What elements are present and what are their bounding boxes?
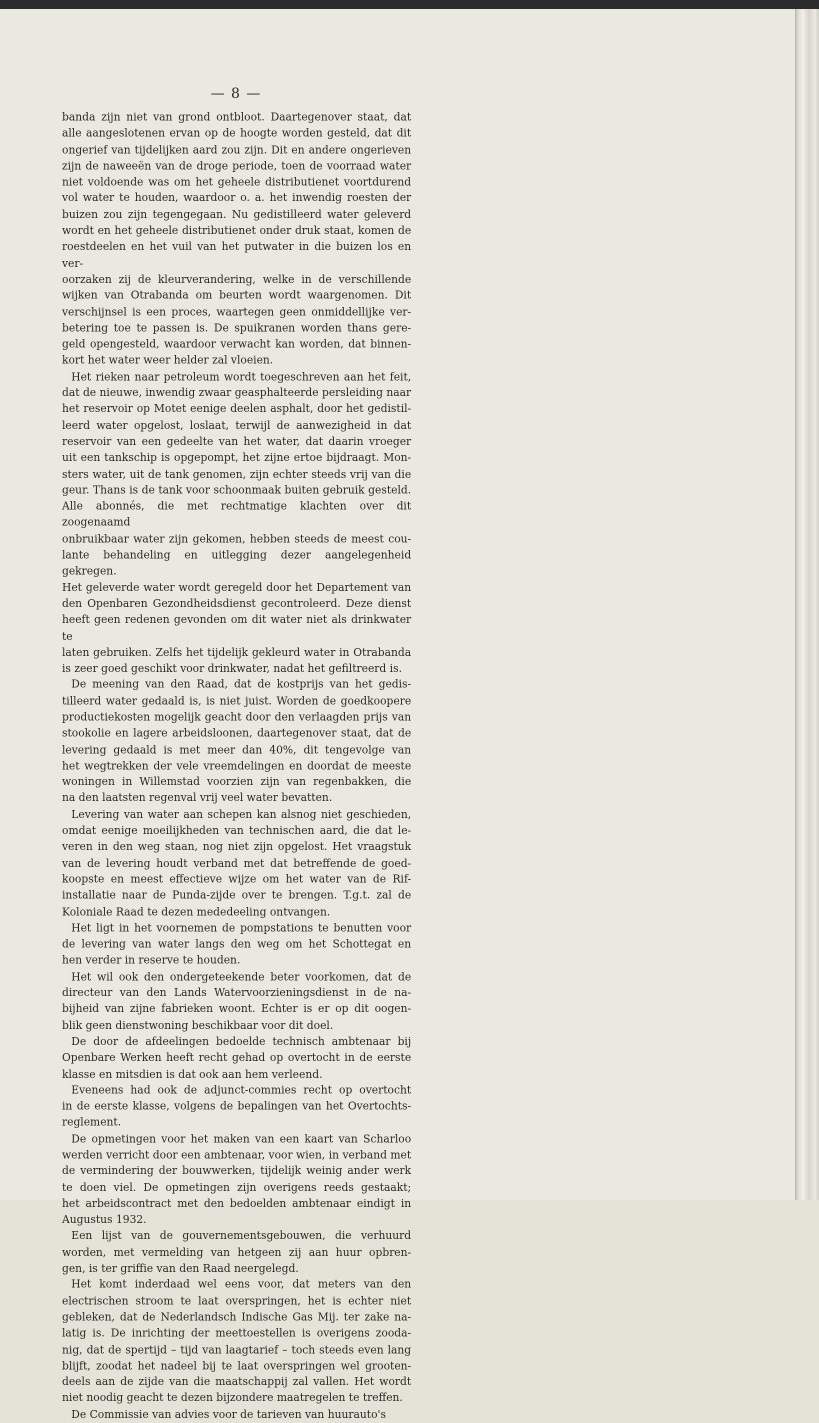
text-line: Het komt inderdaad wel eens voor, dat meters van den	[71, 1278, 412, 1292]
text-line: woningen in Willemstad voorzien zijn van regenbakken, die	[62, 775, 412, 789]
text-line: De opmetingen voor het maken van een kaart van Scharloo	[71, 1132, 412, 1146]
text-line: lante behandeling en uitlegging dezer aangelegenheid gekregen.	[62, 548, 412, 578]
text-line: na den laatsten regenval vrij veel water bevatten.	[62, 792, 333, 805]
text-line: hen verder in reserve te houden.	[62, 954, 241, 967]
text-line: koopste en meest effectieve wijze om het water van de Rif-	[62, 873, 412, 886]
text-line: buizen zou zijn tegengegaan. Nu gedistilleerd water geleverd	[62, 208, 412, 222]
text-line: oorzaken zij de kleurverandering, welke in de verschillende	[62, 273, 412, 286]
text-line: wijken van Otrabanda om beurten wordt waargenomen. Dit	[62, 289, 412, 303]
text-line: worden, met vermelding van hetgeen zij aan huur opbren-	[62, 1246, 412, 1259]
text-line: alle aangeslotenen ervan op de hoogte worden gesteld, dat dit	[62, 127, 412, 140]
text-line: latig is. De inrichting der meettoestellen is overigens zooda-	[62, 1327, 412, 1340]
text-line: omdat eenige moeilijkheden van technischen aard, die dat le-	[62, 824, 412, 838]
text-line: De door de afdeelingen bedoelde technisch ambtenaar bij	[71, 1035, 412, 1049]
text-line: deels aan de zijde van die maatschappij zal vallen. Het wordt	[62, 1375, 412, 1389]
text-line: gen, is ter griffie van den Raad neergelegd.	[62, 1262, 299, 1276]
text-line: reglement.	[62, 1116, 122, 1130]
text-line: klasse en mitsdien is dat ook aan hem verleend.	[62, 1067, 323, 1081]
text-line: blik geen dienstwoning beschikbaar voor dit doel.	[62, 1019, 334, 1032]
text-line: Openbare Werken heeft recht gehad op overtocht in de eerste	[62, 1051, 412, 1065]
text-line: installatie naar de Punda-zijde over te brengen. T.g.t. zal de	[62, 889, 412, 903]
text-line: zijn de naweeën van de droge periode, toen de voorraad water	[62, 159, 412, 173]
text-line: Een lijst van de gouvernementsgebouwen, die verhuurd	[71, 1229, 412, 1243]
text-line: dat de nieuwe, inwendig zwaar geasphalteerde persleiding naar	[62, 386, 412, 400]
text-line: gebleken, dat de Nederlandsch Indische Gas Mij. ter zake na-	[62, 1310, 412, 1324]
text-line: banda zijn niet van grond ontbloot. Daartegenover staat, dat	[62, 111, 412, 124]
text-line: het reservoir op Motet eenige deelen asphalt, door het gedistil-	[62, 402, 412, 416]
text-line: de vermindering der bouwwerken, tijdelijk weinig ander werk	[62, 1165, 412, 1178]
text-line: geld opengesteld, waardoor verwacht kan worden, dat binnen-	[62, 338, 412, 351]
text-line: Alle abonnés, die met rechtmatige klachten over dit zoogenaamd	[62, 500, 412, 530]
text-line: Het wil ook den ondergeteekende beter voorkomen, dat de	[71, 970, 412, 984]
text-line: werden verricht door een ambtenaar, voor wien, in verband met	[62, 1148, 412, 1162]
text-line: uit een tankschip is opgepompt, het zijne ertoe bijdraagt. Mon-	[62, 451, 412, 465]
text-line: productiekosten mogelijk geacht door den verlaagden prijs van	[62, 711, 412, 724]
text-line: den Openbaren Gezondheidsdienst gecontroleerd. Deze dienst	[62, 597, 412, 611]
text-line: Het rieken naar petroleum wordt toegeschreven aan het feit,	[71, 370, 412, 384]
text-line: Koloniale Raad te dezen mededeeling ontvangen.	[62, 905, 331, 919]
text-line: levering gedaald is met meer dan 40%, dit tengevolge van	[62, 743, 412, 757]
text-line: nig, dat de spertijd – tijd van laagtarief – toch steeds even lang	[62, 1343, 412, 1357]
text-line: directeur van den Lands Watervoorzieningsdienst in de na-	[62, 986, 412, 1000]
text-line: kort het water weer helder zal vloeien.	[62, 354, 274, 368]
text-line: veren in den weg staan, nog niet zijn opgelost. Het vraagstuk	[62, 840, 412, 854]
text-line: het wegtrekken der vele vreemdelingen en doordat de meeste	[62, 759, 412, 773]
text-line: wordt en het geheele distributienet onder druk staat, komen de	[62, 224, 412, 238]
text-line: roestdeelen en het vuil van het putwater in die buizen los en ver-	[62, 240, 412, 270]
text-line: niet noodig geacht te dezen bijzondere maatregelen te treffen.	[62, 1392, 403, 1405]
text-line: geur. Thans is de tank voor schoonmaak buiten gebruik gesteld.	[62, 483, 412, 497]
text-line: reservoir van een gedeelte van het water, dat daarin vroeger	[62, 435, 412, 449]
text-line: in de eerste klasse, volgens de bepalingen van het Overtochts-	[62, 1100, 412, 1113]
text-line: leerd water opgelost, loslaat, terwijl de aanwezigheid in dat	[62, 419, 412, 432]
text-line: het arbeidscontract met den bedoelden ambtenaar eindigt in	[62, 1197, 412, 1211]
page-number: — 8 —	[210, 86, 262, 102]
text-line: verschijnsel is een proces, waartegen geen onmiddellijke ver-	[62, 305, 412, 319]
top-border	[0, 0, 819, 9]
text-line: de levering van water langs den weg om het Schottegat en	[62, 938, 412, 951]
text-line: tilleerd water gedaald is, is niet juist. Worden de goedkoopere	[62, 694, 412, 708]
text-line: Het ligt in het voornemen de pompstations te benutten voor	[71, 921, 412, 935]
text-line: onbruikbaar water zijn gekomen, hebben steeds de meest cou-	[62, 532, 412, 546]
text-line: ongerief van tijdelijken aard zou zijn. Dit en andere ongerieven	[62, 143, 412, 157]
page-edge	[795, 9, 819, 1200]
text-line: stookolie en lagere arbeidsloonen, daartegenover staat, dat de	[62, 727, 412, 740]
text-line: niet voldoende was om het geheele distributienet voortdurend	[62, 175, 412, 189]
text-line: heeft geen redenen gevonden om dit water niet als drinkwater te	[62, 613, 412, 643]
text-line: Augustus 1932.	[62, 1213, 147, 1227]
text-line: De Commissie van advies voor de tarieven van huurauto's	[71, 1408, 386, 1421]
text-line: De meening van den Raad, dat de kostprijs van het gedis-	[71, 678, 412, 692]
text-line: betering toe te passen is. De spuikranen worden thans gere-	[62, 321, 412, 335]
text-line: Het geleverde water wordt geregeld door het Departement van	[62, 581, 412, 595]
text-line: vol water te houden, waardoor o. a. het inwendig roesten der	[62, 192, 412, 205]
text-line: Eveneens had ook de adjunct-commies recht op overtocht	[71, 1083, 412, 1097]
body-text	[62, 110, 411, 1423]
text-line: electrischen stroom te laat overspringen, het is echter niet	[62, 1294, 412, 1308]
text-line: te doen viel. De opmetingen zijn overigens reeds gestaakt;	[62, 1181, 412, 1194]
text-line: van de levering houdt verband met dat betreffende de goed-	[62, 856, 412, 870]
text-line: is zeer goed geschikt voor drinkwater, nadat het gefiltreerd is.	[62, 662, 402, 676]
text-line: Levering van water aan schepen kan alsnog niet geschieden,	[71, 808, 412, 822]
text-line: sters water, uit de tank genomen, zijn echter steeds vrij van die	[62, 467, 412, 481]
text-line: bijheid van zijne fabrieken woont. Echter is er op dit oogen-	[62, 1002, 412, 1016]
text-line: blijft, zoodat het nadeel bij te laat overspringen wel grooten-	[62, 1359, 412, 1373]
text-line: laten gebruiken. Zelfs het tijdelijk gekleurd water in Otrabanda	[62, 646, 412, 659]
